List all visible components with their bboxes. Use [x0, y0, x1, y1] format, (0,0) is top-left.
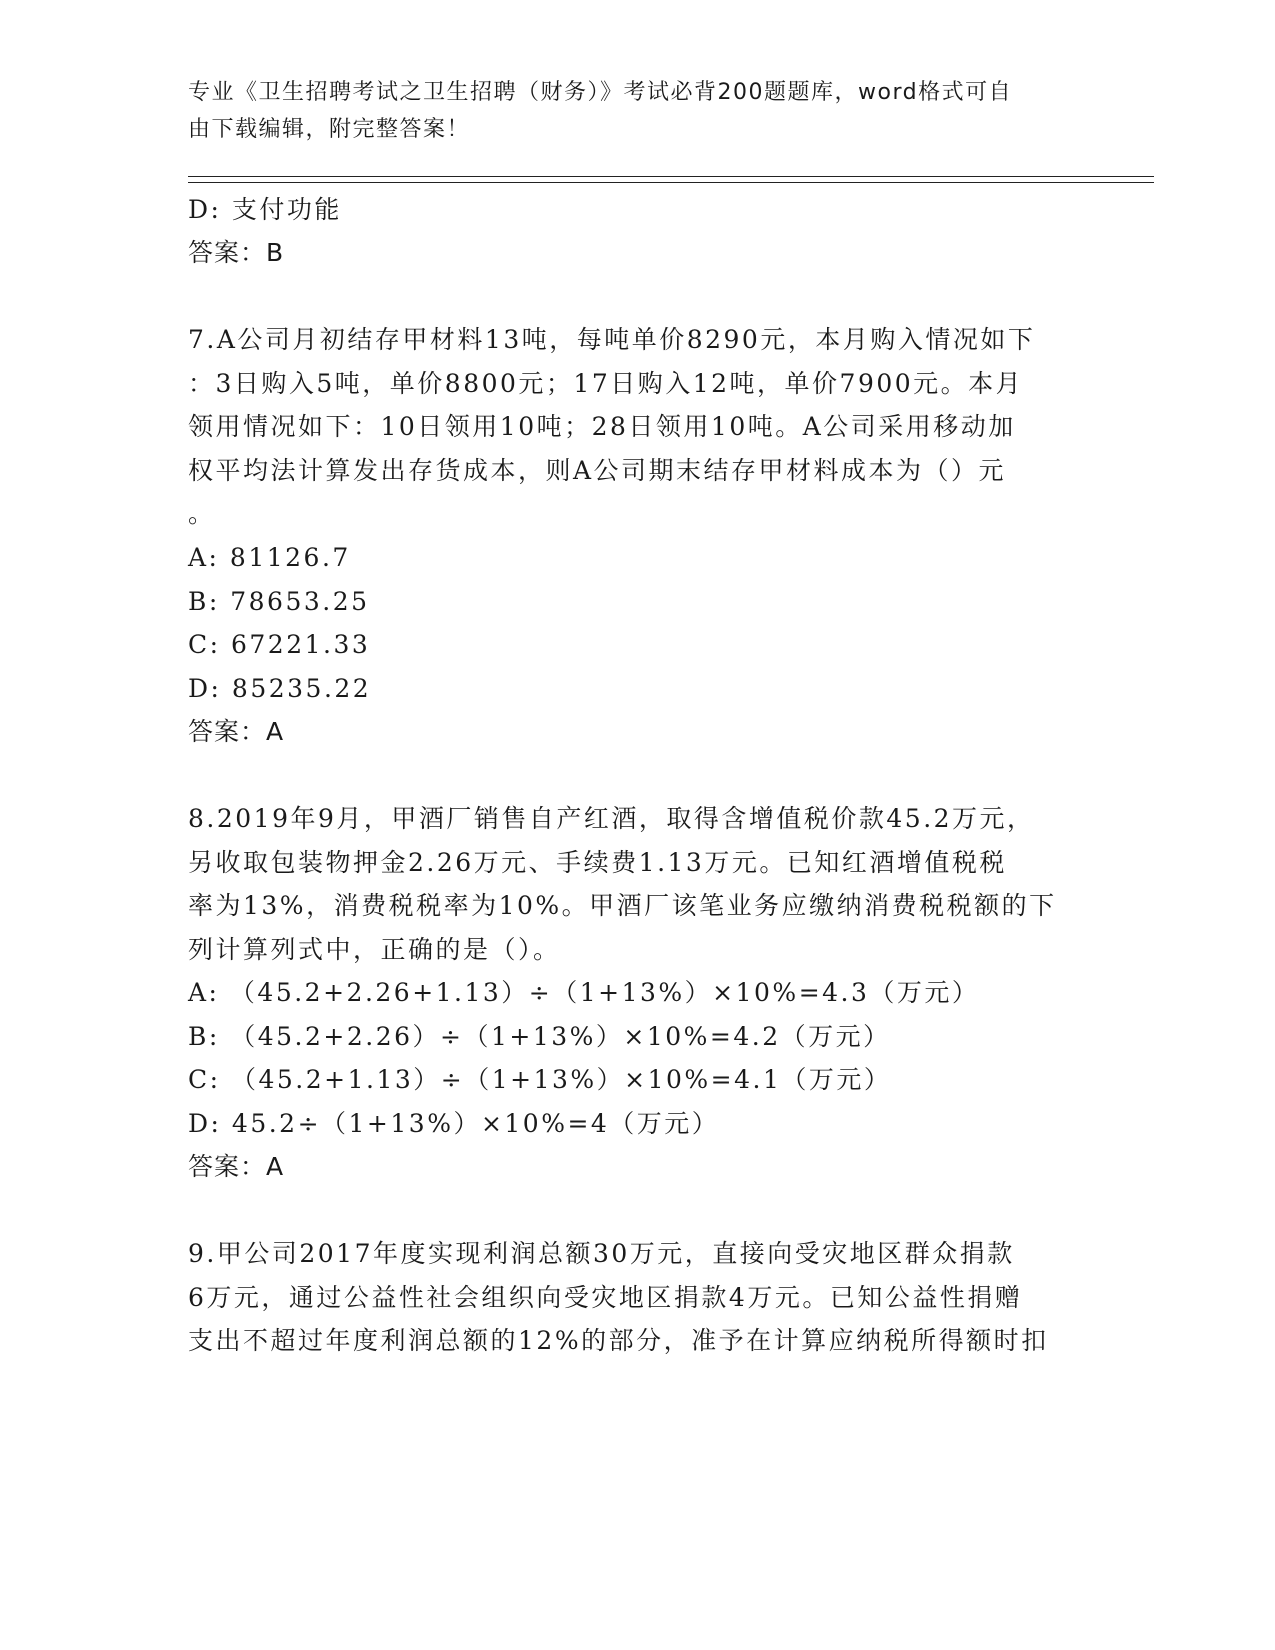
q8-option-a: A: （45.2+2.26+1.13）÷（1+13%）×10%=4.3（万元）: [188, 978, 980, 1007]
q7-option-c: C: 67221.33: [188, 630, 371, 659]
header-line-1: 专业《卫生招聘考试之卫生招聘（财务）》考试必背200题题库，word格式可自: [188, 80, 1013, 105]
q9-text-line: 9.甲公司2017年度实现利润总额30万元，直接向受灾地区群众捐款: [188, 1239, 1015, 1268]
q7-text-line: 7.A公司月初结存甲材料13吨，每吨单价8290元，本月购入情况如下: [188, 325, 1036, 354]
q7-text-line: 领用情况如下：10日领用10吨；28日领用10吨。A公司采用移动加: [188, 412, 1016, 441]
q8-text-line: 率为13%，消费税税率为10%。甲酒厂该笔业务应缴纳消费税税额的下: [188, 891, 1057, 920]
q6-answer: 答案：B: [188, 238, 285, 267]
header-divider-bottom: [188, 182, 1154, 183]
header-line-2: 由下载编辑，附完整答案！: [188, 117, 471, 142]
q8-option-c: C: （45.2+1.13）÷（1+13%）×10%=4.1（万元）: [188, 1065, 892, 1094]
q8-text-line: 列计算列式中，正确的是（）。: [188, 935, 561, 964]
q9-text-line: 支出不超过年度利润总额的12%的部分，准予在计算应纳税所得额时扣: [188, 1326, 1049, 1355]
q7-option-a: A: 81126.7: [188, 543, 351, 572]
q7-text-line: 。: [188, 499, 216, 528]
q8-answer: 答案：A: [188, 1152, 285, 1181]
q8-text-line: 8.2019年9月，甲酒厂销售自产红酒，取得含增值税价款45.2万元，: [188, 804, 1035, 833]
q6-option-d: D: 支付功能: [188, 195, 342, 224]
q7-text-line: 权平均法计算发出存货成本，则A公司期末结存甲材料成本为（）元: [188, 456, 1007, 485]
header-divider-top: [188, 176, 1154, 177]
q8-option-d: D: 45.2÷（1+13%）×10%=4（万元）: [188, 1109, 720, 1138]
q8-option-b: B: （45.2+2.26）÷（1+13%）×10%=4.2（万元）: [188, 1022, 891, 1051]
q8-text-line: 另收取包装物押金2.26万元、手续费1.13万元。已知红酒增值税税: [188, 848, 1007, 877]
document-header: [188, 74, 1088, 148]
q7-option-d: D: 85235.22: [188, 674, 372, 703]
q7-answer: 答案：A: [188, 717, 285, 746]
q7-text-line: ：3日购入5吨，单价8800元；17日购入12吨，单价7900元。本月: [188, 369, 1024, 398]
q9-text-line: 6万元，通过公益性社会组织向受灾地区捐款4万元。已知公益性捐赠: [188, 1283, 1023, 1312]
q7-option-b: B: 78653.25: [188, 587, 370, 616]
